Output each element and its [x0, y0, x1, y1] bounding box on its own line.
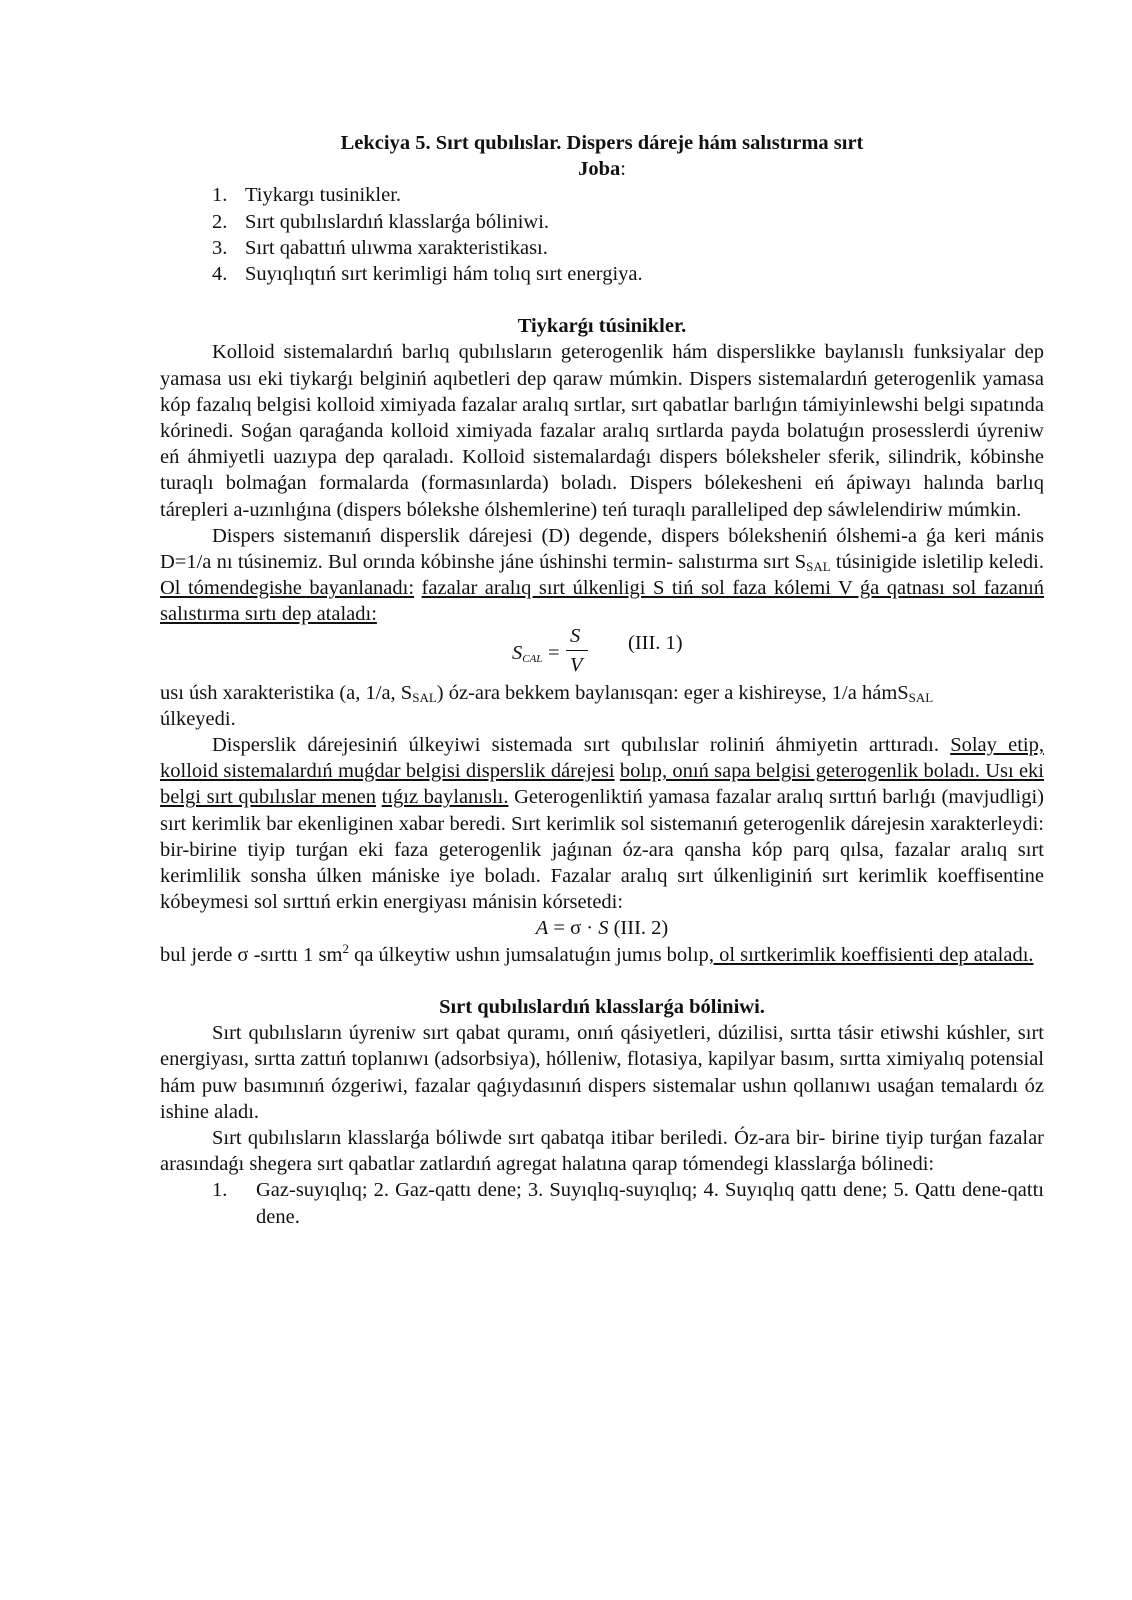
- text-run: Dispers sistemanıń disperslik dárejesi (D) degende, dispers bóleksheniń ólshemi-a ǵa keri mánis D=1/a nı túsinemiz. Bul orında kóbinshe jáne úshinshi termin- salıstırma sırt S: [160, 524, 1044, 574]
- plan-item-number: 4.: [212, 263, 228, 286]
- plan-list: [160, 182, 1044, 287]
- text-run: úlkeyedi.: [160, 707, 236, 730]
- text-run: qa úlkeytiw ushın jumsalatuǵın jumıs bolıp: [348, 943, 709, 966]
- spacer: [160, 287, 1044, 313]
- fraction-bar: [566, 650, 588, 651]
- underlined-text: fazalar aralıq sırt úlkenligi S tiń sol faza kólemi V ǵa qatnası sol fazanıń: [421, 577, 1045, 600]
- text-run: [414, 577, 421, 599]
- underlined-text: Solay etip, kolloid sistemalardıń muǵdar belgisi disperslik dárejesi: [160, 734, 1044, 783]
- plan-item-text: Sırt qabattıń ulıwma xarakteristikası.: [245, 236, 548, 259]
- text-run: usı úsh xarakteristika (a, 1/a, S: [160, 681, 413, 704]
- fraction-numerator: S: [570, 624, 581, 647]
- text-run: Disperslik dárejesiniń úlkeyiwi sistemada sırt qubılıslar roliniń áhmiyetin arttıradı.: [212, 734, 951, 757]
- paragraph: Sırt qubılısların klasslarǵa bóliwde sırt qabatqa itibar beriledi. Óz-ara bir- birine tiyip turǵan fazalar arasındaǵı shegera sırt qabatlar zatlardıń agregat halatına qarap tómendegi klasslarǵa bólinedi:: [160, 1126, 1044, 1176]
- text-run: ) óz-ara bekkem baylanısqan: eger a kishireyse, 1/a hámS: [436, 681, 909, 704]
- section-heading-basic-concepts: Tiykarǵı túsinikler.: [517, 315, 687, 338]
- document-body: [160, 130, 1044, 1230]
- formula-operator: = σ ·: [548, 917, 599, 940]
- formula-subscript: CAL: [522, 652, 543, 665]
- classes-list: [160, 1177, 1044, 1229]
- paragraph: Kolloid sistemalardıń barlıq qubılısların geterogenlik hám disperslikke baylanıslı funksiyalar dep yamasa usı eki tiykarǵı belginiń aqıbetleri dep qaraw múmkin. Dispers sistemalardıń geterogenlik yamasa kóp fazalıq belgisi kolloid ximiyada fazalar aralıq sırtlar, sırt qabatlar barlıǵın támiyinlewshi belgi sıpatında kórinedi. Soǵan qaraǵanda kolloid ximiyada fazalar aralıq sırtlarda payda bolatuǵın prosesslerdi úyreniw eń áhmiyetli uazıypa dep qaraladı. Kolloid sistemalardaǵı dispers bóleksheler sferik, silindrik, kóbinshe turaqlı bolmaǵan formalarda (formasınlarda) boladı. Dispers bólekesheni eń ápiwayı halında barlıq tárepleri a-uzınlıǵına (dispers bólekshe ólshemlerine) teń turaqlı paralleliped dep sáwlelendiriw múmkin.: [160, 341, 1044, 521]
- underlined-text: salıstırma sırtı dep ataladı:: [160, 603, 377, 626]
- text-run: bul jerde σ -sırttı 1 sm: [160, 943, 343, 966]
- subscript: SAL: [412, 689, 437, 705]
- formula-symbol: S: [512, 641, 523, 664]
- plan-item-number: 3.: [212, 236, 228, 259]
- fraction-denominator: V: [570, 653, 583, 676]
- plan-item-text: Sırt qubılıslardıń klasslarǵa bóliniwi.: [245, 210, 550, 233]
- spacer: [160, 968, 1044, 994]
- formula-equals: =: [548, 641, 560, 664]
- paragraph-sigma: [160, 942, 1044, 968]
- plan-item-number: 1.: [212, 184, 228, 207]
- underlined-text: bolıp, onıń sapa belgisi geterogenlik boladı. Usı eki belgi sırt qubılıslar menen: [160, 760, 1045, 809]
- superscript: 2: [342, 940, 349, 956]
- subscript: SAL: [908, 689, 934, 705]
- classes-list-item: [160, 1177, 1044, 1229]
- formula-free-energy: [160, 915, 1044, 941]
- plan-colon: :: [620, 158, 626, 181]
- equation-label: (III. 2): [608, 917, 669, 940]
- plan-item: [160, 182, 1044, 208]
- fraction: [512, 624, 592, 680]
- formula-symbol: A: [535, 917, 549, 940]
- formula-specific-surface: [160, 624, 1044, 680]
- list-item-text: Gaz-suyıqlıq; 2. Gaz-qattı dene; 3. Suyıqlıq-suyıqlıq; 4. Suyıqlıq qattı dene; 5. Qattı dene-qattı dene.: [256, 1179, 1044, 1228]
- text-run: Geterogenliktiń yamasa fazalar aralıq sırttıń barlıǵı (mavjudligi) sırt kerimlik bar ekenliginen xabar beredi. Sırt kerimlik sol sistemanıń geterogenlik dárejesin xarakterleydi: bir-birine tiyip turǵan eki faza geterogenlik jaǵınan óz-ara qansha kóp parq qılsa, fazalar aralıq sırt kerimlilik sonsha úlken mániske iye boladı. Fazalar aralıq sırt úlkenliginiń sırt kerimlik koeffisentine kóbeymesi sol sırttıń erkin energiyası mánisin kórsetedi:: [160, 786, 1044, 914]
- plan-item-text: Tiykargı tusinikler.: [245, 184, 402, 207]
- plan-item-number: 2.: [212, 210, 228, 233]
- lecture-title: Lekciya 5. Sırt qubılıslar. Dispers dáreje hám salıstırma sırt: [340, 132, 864, 154]
- plan-label: Joba: [578, 158, 621, 181]
- plan-heading: [160, 156, 1044, 182]
- underlined-text: , ol sırtkerimlik koeffisienti dep ataladı.: [708, 943, 1034, 966]
- plan-item: [160, 235, 1044, 261]
- paragraph-heterogeneity: [160, 732, 1044, 915]
- underlined-text: Ol tómendegishe bayanlanadı:: [160, 577, 415, 600]
- list-item-number: 1.: [212, 1179, 228, 1202]
- paragraph-characteristics: [160, 680, 1044, 732]
- plan-item: [160, 261, 1044, 287]
- plan-item-text: Suyıqlıqtıń sırt kerimligi hám tolıq sırt energiya.: [245, 263, 643, 286]
- plan-item: [160, 209, 1044, 235]
- formula-symbol: S: [598, 917, 609, 940]
- paragraph: Sırt qubılısların úyreniw sırt qabat quramı, onıń qásiyetleri, dúzilisi, sırtta tásir etiwshi kúshler, sırt energiyası, sırtta zattıń toplanıwı (adsorbsiya), hólleniw, flotasiya, kapilyar basım, sırtta ximiyalıq potensial hám puw basımınıń ózgeriwi, fazalar qaǵıydasınıń dispers sistemalar ushın qollanıwı usaǵan temalardı óz ishine aladı.: [160, 1022, 1044, 1123]
- subscript: SAL: [806, 559, 831, 575]
- paragraph-dispersity: [160, 523, 1044, 628]
- formula-lhs: [512, 640, 542, 666]
- text-run: túsinigide isletilip keledi.: [830, 551, 1044, 574]
- section-heading-classification: Sırt qubılıslardıń klasslarǵa bóliniwi.: [439, 995, 765, 1018]
- underlined-text: tıǵız baylanıslı.: [381, 786, 509, 809]
- equation-label: (III. 1): [628, 631, 683, 654]
